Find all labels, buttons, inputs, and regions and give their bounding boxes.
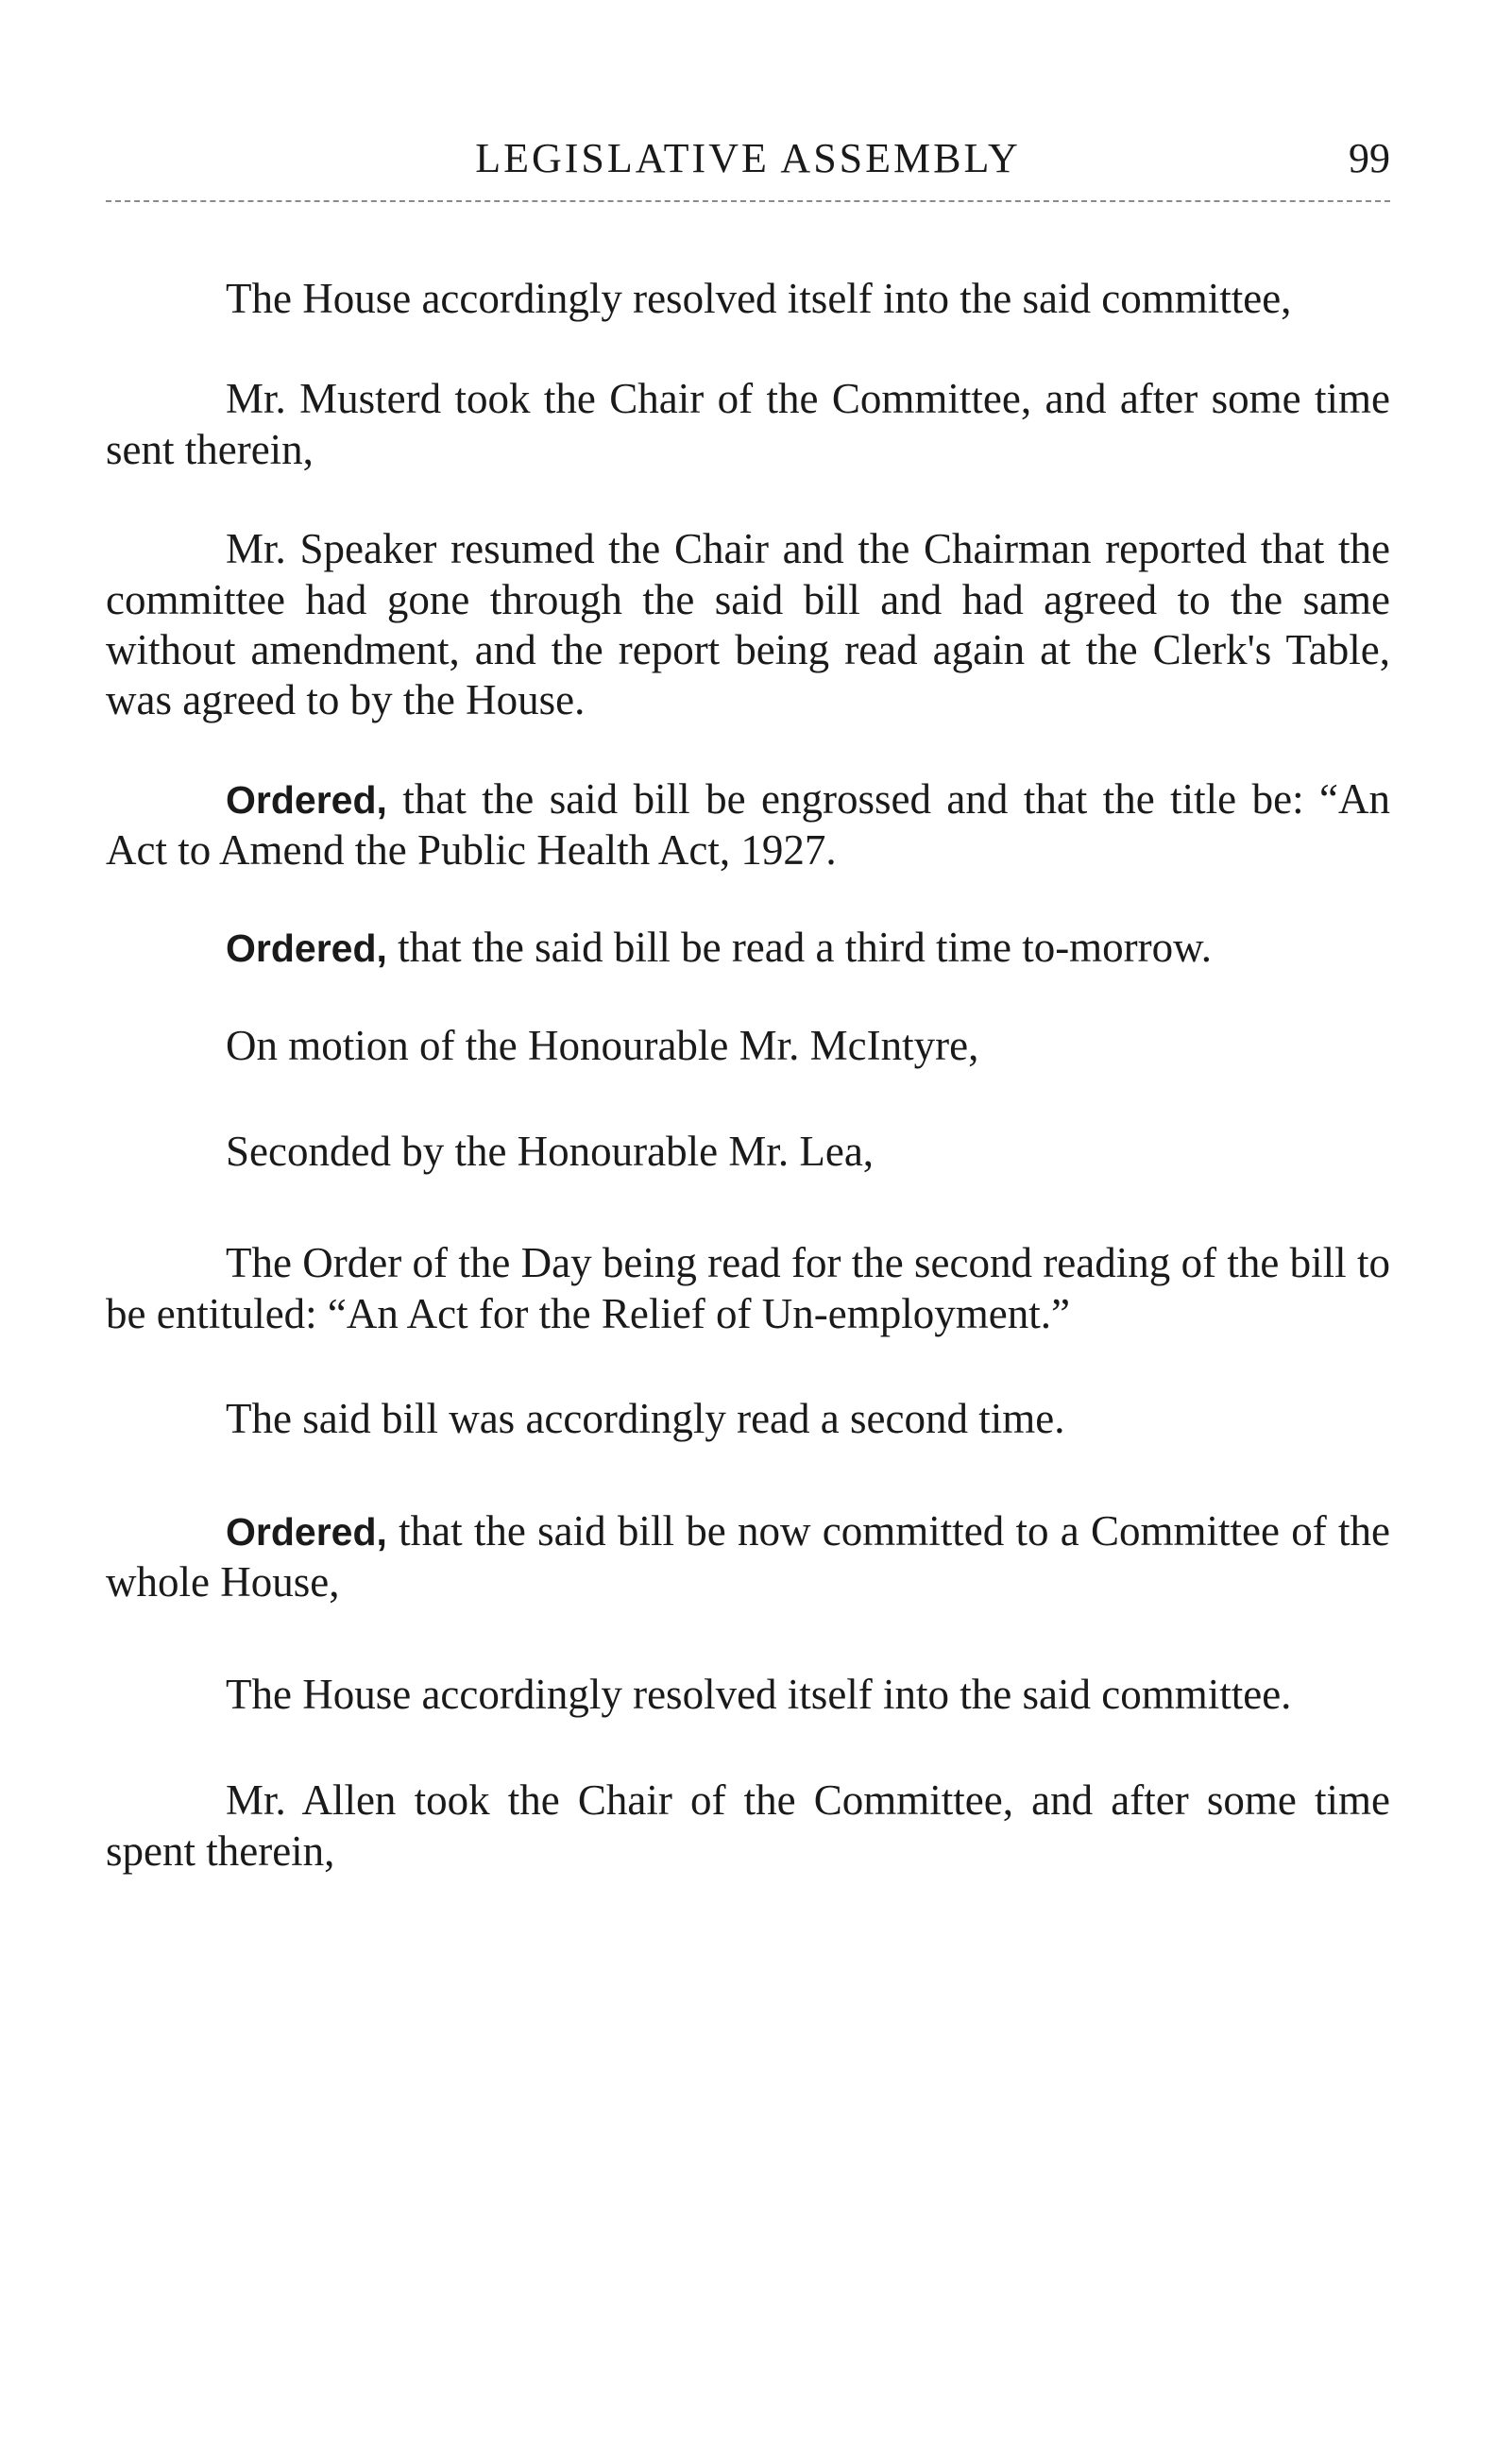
paragraph: [106, 274, 1390, 325]
paragraph-text: Mr. Allen took the Chair of the Committee, and after some time spent therein,: [106, 1776, 1390, 1875]
paragraph-text: that the said bill be engrossed and that the title be: “An Act to Amend the Public Health Act, 1927.: [106, 775, 1390, 874]
paragraph-text: that the said bill be now committed to a Committee of the whole House,: [106, 1507, 1390, 1606]
page-number: 99: [1349, 135, 1390, 181]
paragraph: [106, 1238, 1390, 1339]
paragraph-text: The said bill was accordingly read a second time.: [226, 1395, 1065, 1442]
header-rule: [106, 200, 1390, 202]
paragraph-text: that the said bill be read a third time to-morrow.: [386, 924, 1212, 971]
paragraph: [106, 923, 1390, 974]
paragraph-lead: Ordered,: [226, 926, 387, 970]
paragraph: [106, 774, 1390, 875]
paragraph-text: The House accordingly resolved itself into the said committee.: [226, 1671, 1292, 1718]
paragraph-lead: Ordered,: [226, 1510, 387, 1554]
paragraph: [106, 1776, 1390, 1877]
paragraph-text: Mr. Musterd took the Chair of the Committee, and after some time sent therein,: [106, 375, 1390, 473]
running-title: LEGISLATIVE ASSEMBLY: [475, 135, 1021, 181]
paragraph: [106, 1021, 1390, 1072]
paragraph: [106, 1127, 1390, 1178]
paragraph: [106, 1670, 1390, 1721]
paragraph-text: The House accordingly resolved itself into the said committee,: [226, 275, 1292, 322]
paragraph: [106, 1394, 1390, 1445]
paragraph: [106, 1506, 1390, 1607]
body-text: [106, 274, 1390, 1877]
paragraph-text: Mr. Speaker resumed the Chair and the Chairman reported that the committee had gone through the said bill and had agreed to the same without amendment, and the report being read again at the Clerk's Table, was agreed to by the House.: [106, 525, 1390, 723]
paragraph-text: On motion of the Honourable Mr. McIntyre,: [226, 1022, 979, 1069]
paragraph-text: Seconded by the Honourable Mr. Lea,: [226, 1128, 875, 1175]
paragraph-lead: Ordered,: [226, 778, 387, 822]
paragraph-text: The Order of the Day being read for the second reading of the bill to be entituled: “An Act for the Relief of Un-employment.”: [106, 1239, 1390, 1337]
paragraph: [106, 524, 1390, 725]
paragraph: [106, 374, 1390, 475]
running-head: [106, 130, 1390, 187]
